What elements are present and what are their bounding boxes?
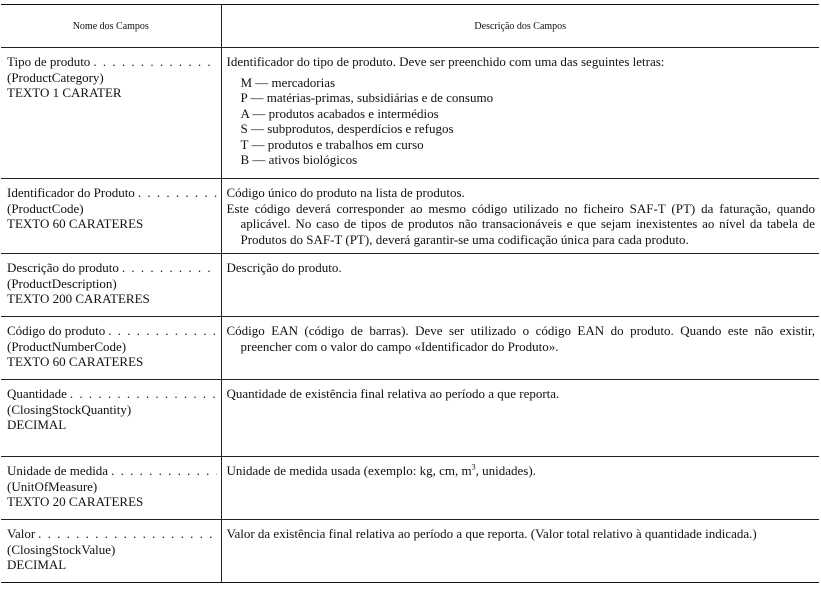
field-type: TEXTO 1 CARATER bbox=[7, 85, 122, 100]
table-row bbox=[1, 520, 819, 583]
leader-dots bbox=[70, 386, 217, 402]
field-description-cell bbox=[221, 317, 819, 380]
header-field-names: Nome dos Campos bbox=[1, 5, 221, 48]
field-name-cell bbox=[1, 179, 221, 254]
table-row bbox=[1, 317, 819, 380]
description-text: Unidade de medida usada (exemplo: kg, cm, m bbox=[226, 463, 472, 478]
field-name: Unidade de medida bbox=[7, 463, 109, 478]
table-header-row bbox=[1, 5, 819, 48]
field-type: TEXTO 20 CARATERES bbox=[7, 494, 144, 509]
list-item: M — mercadorias bbox=[240, 74, 336, 90]
field-name: Tipo de produto bbox=[7, 54, 91, 69]
field-description bbox=[227, 463, 816, 479]
field-tag: (ProductNumberCode) bbox=[7, 338, 127, 354]
field-description: Código único do produto na lista de produtos. bbox=[226, 185, 465, 200]
field-description: Identificador do tipo de produto. Deve ser preenchido com uma das seguintes letras: bbox=[226, 54, 665, 69]
field-tag: (ClosingStockValue) bbox=[7, 541, 116, 557]
leader-dots bbox=[122, 260, 217, 276]
field-name-cell bbox=[1, 254, 221, 317]
field-name-cell bbox=[1, 380, 221, 457]
field-name: Quantidade bbox=[7, 386, 67, 401]
field-tag: (UnitOfMeasure) bbox=[7, 478, 98, 494]
field-description-cell bbox=[221, 457, 819, 520]
field-name: Descrição do produto bbox=[7, 260, 119, 275]
table-row bbox=[1, 457, 819, 520]
field-description: Código EAN (código de barras). Deve ser utilizado o código EAN do produto. Quando este não existir, preencher com o valor do campo «Identificador do Produto». bbox=[226, 323, 815, 354]
field-type: DECIMAL bbox=[7, 557, 67, 572]
field-description-cell bbox=[221, 380, 819, 457]
leader-dots bbox=[38, 526, 216, 542]
field-name-cell bbox=[1, 520, 221, 583]
field-description-cell bbox=[221, 48, 819, 179]
field-tag: (ProductCategory) bbox=[7, 69, 104, 85]
description-text: , unidades). bbox=[475, 463, 536, 478]
list-item: B — ativos biológicos bbox=[240, 152, 358, 167]
field-name: Identificador do Produto bbox=[7, 185, 135, 200]
field-type: TEXTO 60 CARATERES bbox=[7, 216, 144, 231]
field-name-cell bbox=[1, 457, 221, 520]
field-name: Valor bbox=[7, 526, 36, 541]
field-name: Código do produto bbox=[7, 323, 106, 338]
field-tag: (ProductCode) bbox=[7, 200, 84, 216]
leader-dots bbox=[111, 463, 216, 479]
letter-list bbox=[241, 75, 816, 168]
leader-dots bbox=[138, 185, 217, 201]
table-row bbox=[1, 380, 819, 457]
list-item: P — matérias-primas, subsidiárias e de consumo bbox=[240, 90, 494, 105]
field-tag: (ClosingStockQuantity) bbox=[7, 401, 132, 417]
superscript: 3 bbox=[471, 462, 476, 472]
field-description-cell bbox=[221, 520, 819, 583]
list-item: S — subprodutos, desperdícios e refugos bbox=[240, 121, 454, 136]
header-field-descriptions: Descrição dos Campos bbox=[221, 5, 819, 48]
list-item: A — produtos acabados e intermédios bbox=[240, 105, 439, 121]
field-description-cell bbox=[221, 179, 819, 254]
field-description-detail: Este código deverá corresponder ao mesmo código utilizado no ficheiro SAF-T (PT) da faturação, quando aplicável. No caso de tipos de produtos não transacionáveis e que sejam inexistentes ao nível da tabela de Produtos do SAF-T (PT), deverá garantir-se uma codificação única para cada produto. bbox=[226, 200, 815, 247]
field-description: Quantidade de existência final relativa ao período a que reporta. bbox=[226, 386, 560, 401]
table-row bbox=[1, 179, 819, 254]
field-tag: (ProductDescription) bbox=[7, 275, 117, 291]
field-description: Valor da existência final relativa ao período a que reporta. (Valor total relativo à quantidade indicada.) bbox=[226, 526, 757, 541]
table-row bbox=[1, 254, 819, 317]
field-type: TEXTO 200 CARATERES bbox=[7, 291, 150, 306]
field-description: Descrição do produto. bbox=[226, 260, 342, 275]
leader-dots bbox=[93, 54, 216, 70]
field-name-cell bbox=[1, 317, 221, 380]
table-row bbox=[1, 48, 819, 179]
fields-table bbox=[1, 4, 819, 583]
field-type: TEXTO 60 CARATERES bbox=[7, 354, 144, 369]
field-type: DECIMAL bbox=[7, 417, 67, 432]
field-description-cell bbox=[221, 254, 819, 317]
list-item: T — produtos e trabalhos em curso bbox=[240, 136, 424, 152]
leader-dots bbox=[108, 323, 216, 339]
field-name-cell bbox=[1, 48, 221, 179]
